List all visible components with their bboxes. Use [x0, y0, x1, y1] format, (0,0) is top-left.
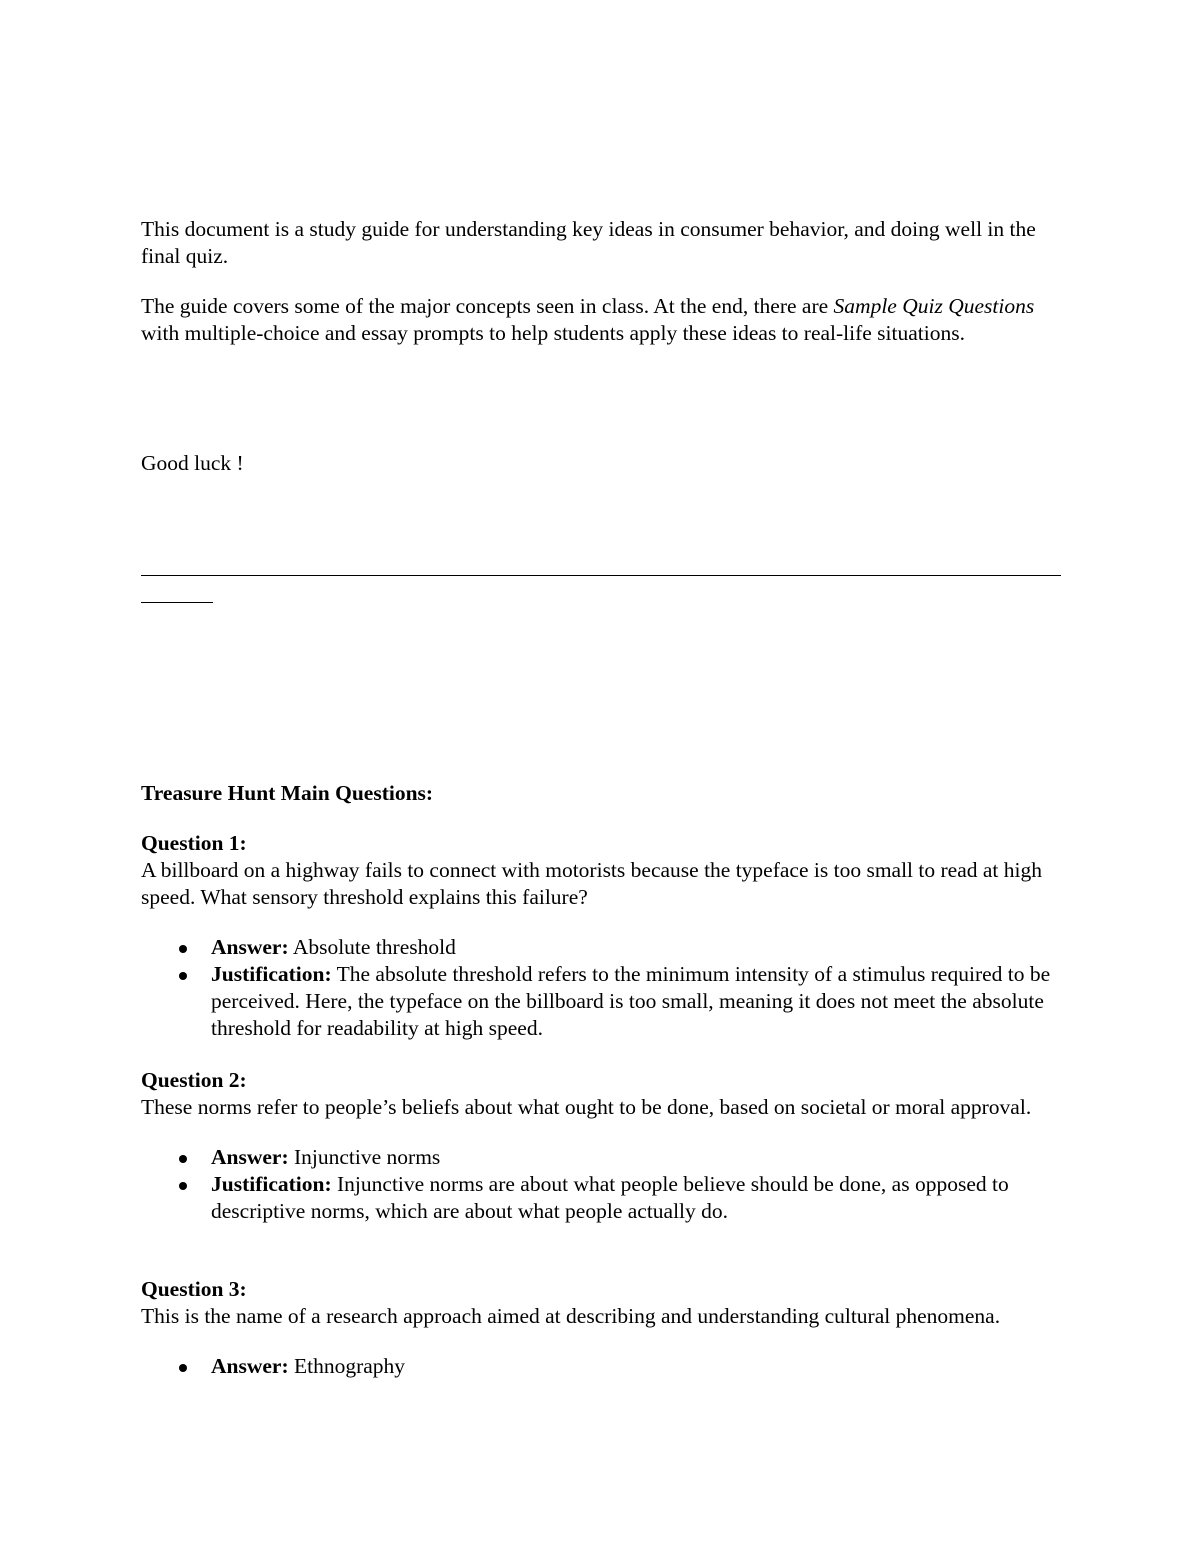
question-text: This is the name of a research approach aimed at describing and understanding cultural phenomena. [141, 1304, 1001, 1328]
justification-label: Justification: [211, 1172, 332, 1196]
answer-item [141, 1353, 1066, 1380]
question-block-3 [141, 1276, 1066, 1380]
answer-text: Absolute threshold [288, 935, 456, 959]
intro-text-end: with multiple-choice and essay prompts to help students apply these ideas to real-life situations. [141, 321, 965, 345]
question-label: Question 2: [141, 1068, 247, 1092]
bullet-icon [179, 1155, 187, 1163]
justification-item [141, 1171, 1066, 1225]
question-block-2 [141, 1067, 1066, 1225]
bullet-icon [179, 1182, 187, 1190]
intro-text: The guide covers some of the major concepts seen in class. At the end, there are [141, 294, 834, 318]
answer-list [141, 1353, 1066, 1380]
bullet-icon [179, 1364, 187, 1372]
justification-text: The absolute threshold refers to the minimum intensity of a stimulus required to be perceived. Here, the typeface on the billboard is too small, meaning it does not meet the absolute threshold for readability at high speed. [211, 962, 1051, 1040]
intro-paragraph: This document is a study guide for understanding key ideas in consumer behavior, and doing well in the final quiz. [141, 217, 1036, 268]
answer-label: Answer: [211, 935, 289, 959]
question-text: A billboard on a highway fails to connect with motorists because the typeface is too small to read at high speed. What sensory threshold explains this failure? [141, 858, 1042, 909]
question-block-1 [141, 830, 1066, 1042]
question-label: Question 1: [141, 831, 247, 855]
question-text: These norms refer to people’s beliefs about what ought to be done, based on societal or moral approval. [141, 1095, 1032, 1119]
answer-item [141, 1144, 1066, 1171]
horizontal-rule [141, 575, 1061, 576]
justification-item [141, 961, 1066, 1042]
bullet-icon [179, 945, 187, 953]
intro-italic-text: Sample Quiz Questions [833, 294, 1035, 318]
justification-text: Injunctive norms are about what people believe should be done, as opposed to descriptive norms, which are about what people actually do. [211, 1172, 1009, 1223]
horizontal-rule-tail [141, 602, 213, 603]
answer-item [141, 934, 1066, 961]
bullet-icon [179, 972, 187, 980]
answer-label: Answer: [211, 1145, 289, 1169]
answer-list [141, 1144, 1066, 1225]
good-luck-text: Good luck ! [141, 451, 244, 475]
answer-text: Ethnography [288, 1354, 406, 1378]
question-label: Question 3: [141, 1277, 247, 1301]
intro-paragraph-2 [141, 293, 1066, 347]
justification-label: Justification: [211, 962, 332, 986]
answer-label: Answer: [211, 1354, 289, 1378]
answer-list [141, 934, 1066, 1042]
answer-text: Injunctive norms [288, 1145, 441, 1169]
section-title: Treasure Hunt Main Questions: [141, 781, 434, 805]
